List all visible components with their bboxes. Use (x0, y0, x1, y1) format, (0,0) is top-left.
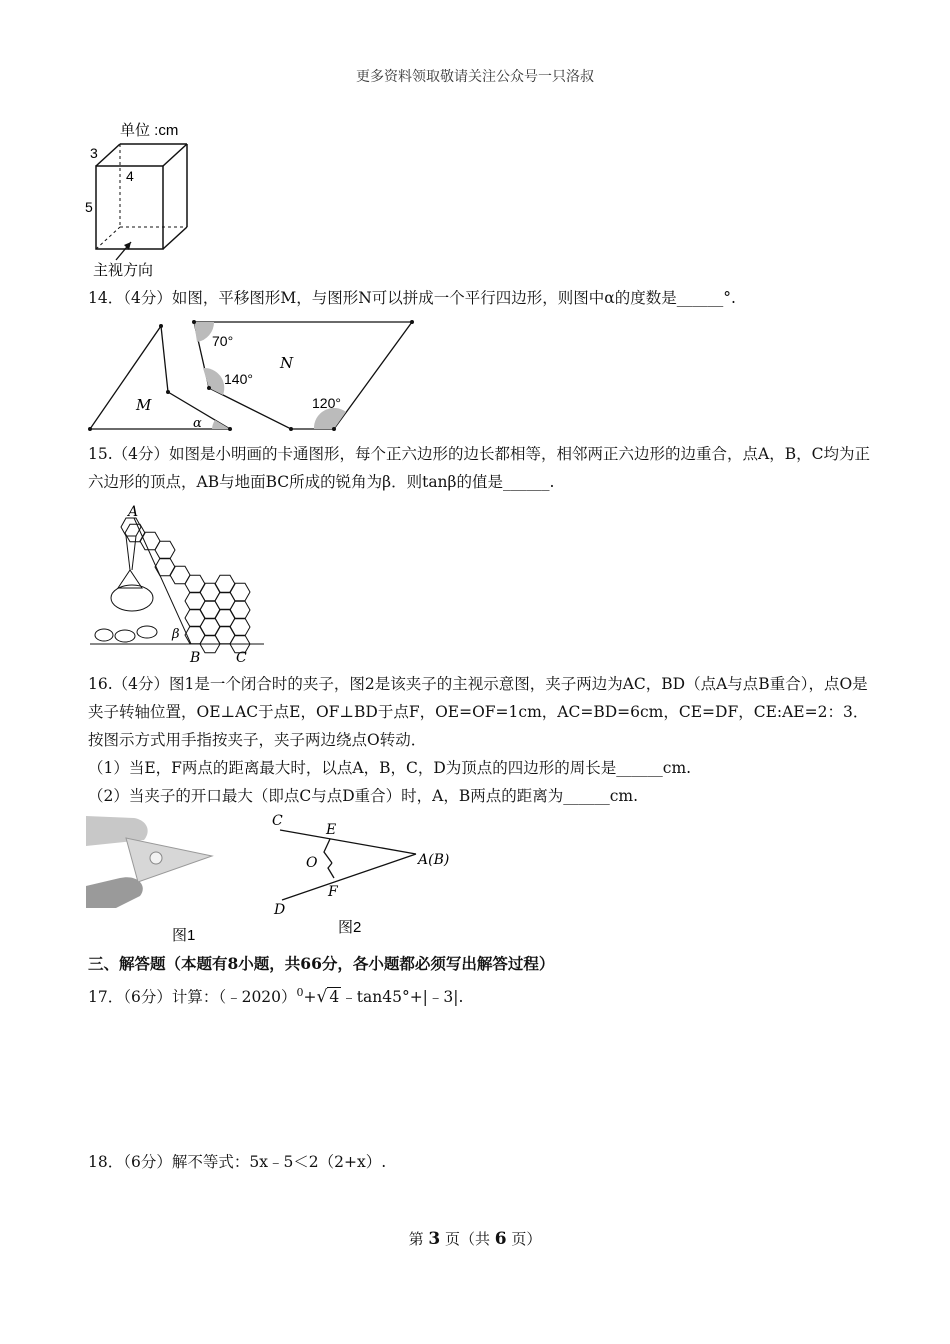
point-a-label: A (128, 504, 139, 520)
sqrt-sign: √ (316, 987, 328, 1008)
clip-schematic-figure (266, 808, 466, 938)
parallelogram-figure (86, 318, 416, 434)
question-16-part-1: （1）当E，F两点的距离最大时，以点A，B，C，D为顶点的四边形的周长是______cm. (88, 759, 692, 777)
clip-photo-figure (86, 816, 226, 946)
figure-2-caption: 图2 (338, 919, 362, 936)
beta-label: β (172, 627, 180, 642)
point-c-label: C (236, 650, 247, 666)
point-b-label: B (190, 650, 201, 666)
current-page: 3 (428, 1229, 441, 1249)
q17-prefix: 17．（6分）计算：（﹣2020） (88, 988, 297, 1007)
question-16-part-2: （2）当夹子的开口最大（即点C与点D重合）时，A，B两点的距离为______cm. (88, 787, 639, 805)
q17-rest: ﹣tan45°+|﹣3|. (341, 988, 464, 1007)
q17-exponent: 0 (296, 986, 304, 999)
point-c: C (272, 813, 283, 829)
question-17 (88, 979, 878, 1011)
question-15: 15.（4分）如图是小明画的卡通图形，每个正六边形的边长都相等，相邻两正六边形的边重合，点A，B，C均为正六边形的顶点，AB与地面BC所成的锐角为β．则tanβ的值是______. (88, 445, 870, 491)
point-o: O (306, 855, 318, 871)
angle-140: 140° (224, 371, 253, 387)
angle-70: 70° (212, 333, 234, 349)
page-header: 更多资料领取敬请关注公众号一只洛叔 (356, 69, 594, 85)
shape-n-label: N (280, 354, 294, 372)
question-16: 16.（4分）图1是一个闭合时的夹子，图2是该夹子的主视示意图，夹子两边为AC，BD（点A与点B重合），点O是夹子转轴位置，OE⊥AC于点E，OF⊥BD于点F，OE=OF=1cm，AC=BD=6cm，CE=DF，CE:AE=2：3．按图示方式用手指按夹子，夹子两边绕点O转动． (88, 675, 869, 749)
point-d: D (274, 902, 286, 918)
question-14: 14．（4分）如图，平移图形M，与图形N可以拼成一个平行四边形，则图中α的度数是______°. (88, 289, 736, 307)
unit-label: 单位 :cm (120, 122, 179, 139)
figure-1-caption: 图1 (172, 927, 196, 944)
shape-m-label: M (136, 396, 152, 414)
alpha-label: α (193, 416, 202, 431)
point-e: E (326, 822, 337, 838)
q17-plus: + (303, 988, 317, 1007)
footer-mid: 页（共 (440, 1230, 495, 1248)
question-18: 18．（6分）解不等式：5x﹣5＜2（2+x）. (88, 1153, 387, 1171)
view-direction-label: 主视方向 (93, 262, 154, 279)
dim-5: 5 (85, 199, 93, 215)
q17-radicand: 4 (329, 988, 340, 1007)
total-pages: 6 (494, 1229, 507, 1249)
footer-pre: 第 (408, 1230, 429, 1248)
hexagon-cartoon-figure (88, 500, 268, 668)
dim-3: 3 (90, 145, 98, 161)
footer-post: 页） (506, 1230, 542, 1248)
cuboid-figure (84, 118, 204, 280)
point-f: F (328, 884, 338, 900)
dim-4: 4 (126, 168, 134, 184)
angle-120: 120° (312, 395, 341, 411)
page-footer (0, 1228, 950, 1249)
point-ab: A(B) (418, 852, 450, 868)
section-3-heading: 三、解答题（本题有8小题，共66分，各小题都必须写出解答过程） (88, 954, 555, 973)
